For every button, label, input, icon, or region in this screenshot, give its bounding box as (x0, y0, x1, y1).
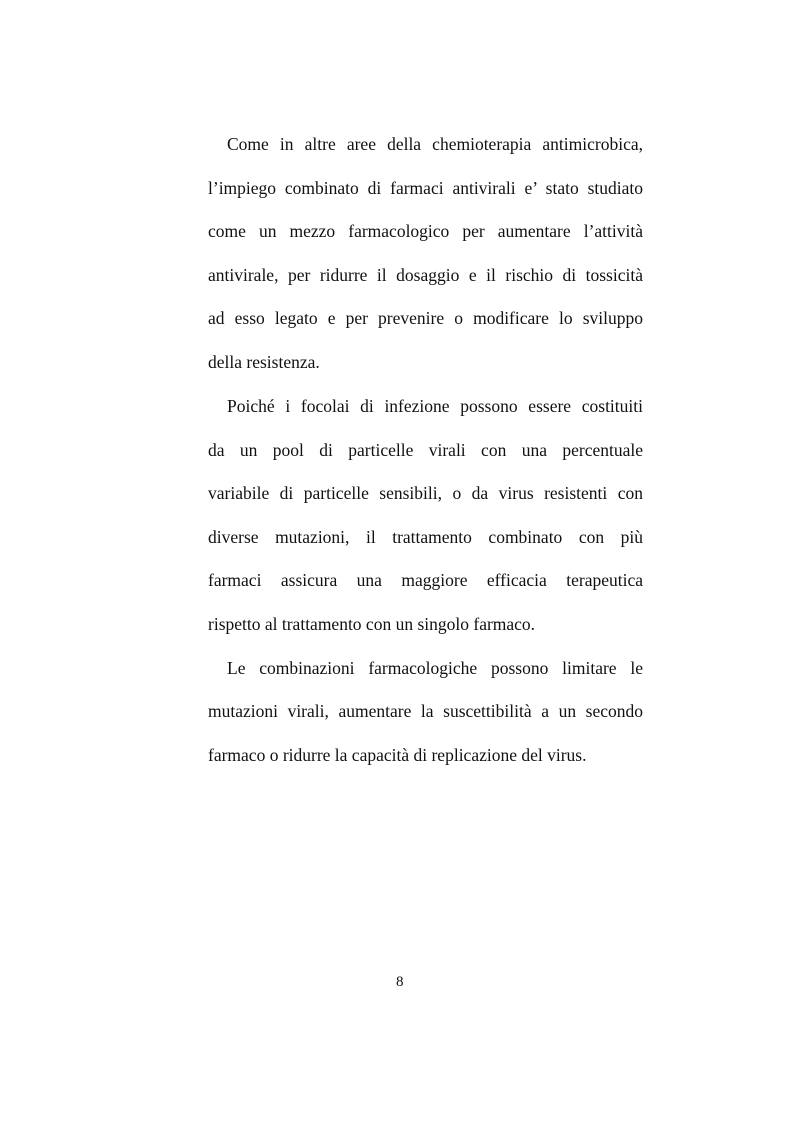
paragraph-1-line-6: della resistenza. (208, 352, 320, 372)
paragraph-2-line-1: Poiché i focolai di infezione possono essere costituiti (227, 396, 643, 416)
paragraph-1-line-1: Come in altre aree della chemioterapia antimicrobica, (227, 134, 643, 154)
paragraph-2-line-5: farmaci assicura una maggiore efficacia terapeutica (208, 570, 643, 590)
paragraph-3-line-3: farmaco o ridurre la capacità di replicazione del virus. (208, 745, 587, 765)
paragraph-1-line-4: antivirale, per ridurre il dosaggio e il rischio di tossicità (208, 265, 643, 285)
paragraph-1-line-2: l’impiego combinato di farmaci antivirali e’ stato studiato (208, 178, 643, 198)
paragraph-2-line-4: diverse mutazioni, il trattamento combinato con più (208, 527, 643, 547)
paragraph-2-line-6: rispetto al trattamento con un singolo farmaco. (208, 614, 536, 634)
paragraph-2-line-2: da un pool di particelle virali con una percentuale (208, 440, 643, 460)
paragraph-1-line-5: ad esso legato e per prevenire o modificare lo sviluppo (208, 308, 643, 328)
paragraph-1-line-3: come un mezzo farmacologico per aumentare l’attività (208, 221, 643, 241)
paragraph-3-line-2: mutazioni virali, aumentare la suscettibilità a un secondo (208, 701, 643, 721)
page-number: 8 (396, 974, 404, 990)
paragraph-3-line-1: Le combinazioni farmacologiche possono limitare le (227, 658, 643, 678)
paragraph-2-line-3: variabile di particelle sensibili, o da virus resistenti con (208, 483, 643, 503)
